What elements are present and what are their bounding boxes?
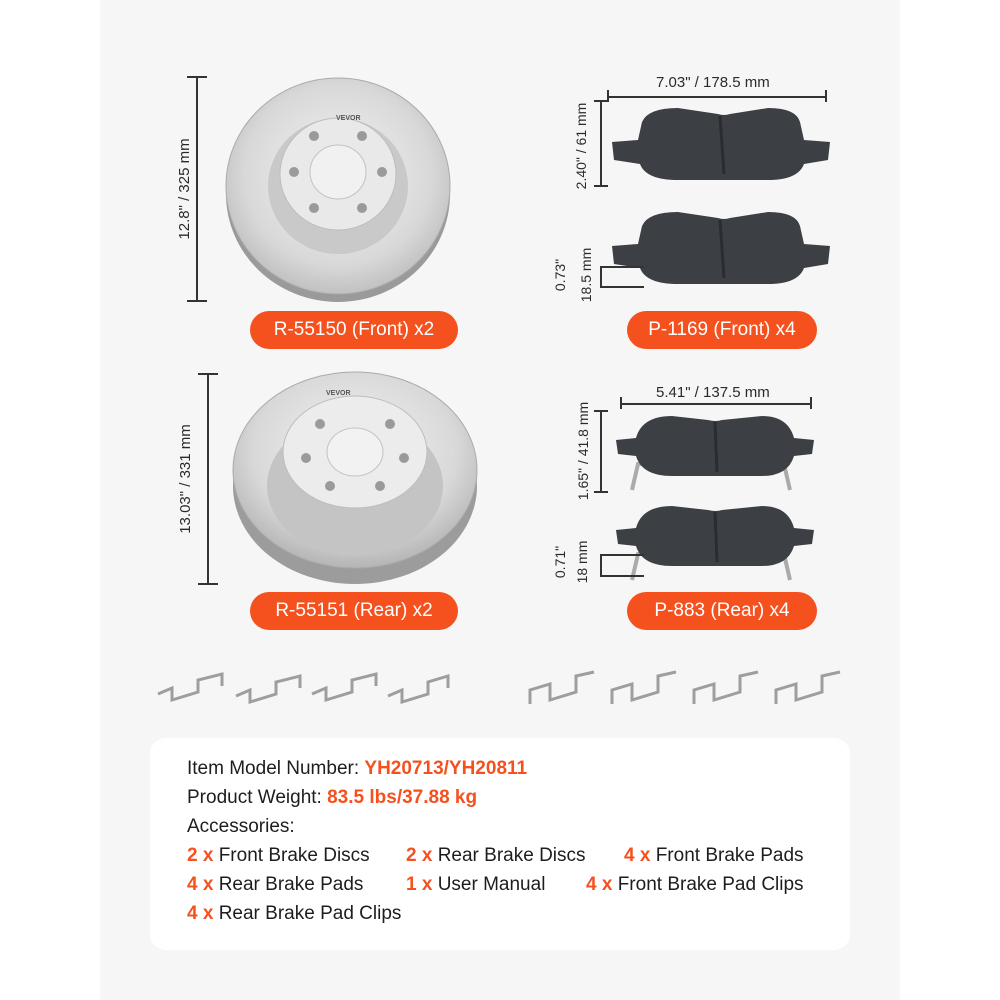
rear-pad-thickness-mm: 18 mm (574, 540, 590, 584)
model-number-row (187, 758, 527, 780)
front-pad-height-line (600, 100, 602, 186)
front-pad-height-text: 2.40" / 61 mm (573, 102, 589, 190)
weight-label: Product Weight: (187, 787, 322, 808)
front-disc-dimension-text: 12.8" / 325 mm (176, 138, 193, 240)
front-brake-disc-image (224, 74, 452, 304)
rear-pad-thickness-cap-top (600, 554, 644, 556)
rear-pad-label: P-883 (Rear) x4 (627, 592, 817, 630)
rear-brake-pad-image-bottom (612, 500, 818, 586)
accessory-name: Front Brake Discs (218, 845, 370, 866)
accessory-item (406, 845, 586, 867)
front-pad-thickness-mm: 18.5 mm (578, 247, 594, 303)
product-info-panel (150, 738, 850, 950)
front-brake-pad-clips (152, 664, 452, 718)
rear-brake-pad-clips (520, 664, 850, 718)
front-disc-dimension-line (196, 76, 198, 302)
rear-pad-thickness-line (600, 554, 602, 576)
front-pad-height-cap-bottom (594, 185, 608, 187)
accessory-item (624, 845, 804, 867)
front-brake-pad-image-top (608, 104, 834, 184)
accessory-qty: 2 x (406, 845, 433, 866)
rear-pad-width-cap-left (620, 397, 622, 409)
accessory-qty: 4 x (624, 845, 651, 866)
front-pad-width-line (608, 96, 826, 98)
rear-pad-height-text: 1.65" / 41.8 mm (575, 401, 591, 501)
accessory-item (187, 845, 370, 867)
front-disc-brand-logo: VEVOR (336, 115, 361, 122)
front-brake-pad-image-bottom (608, 208, 834, 288)
front-pad-width-cap-right (825, 90, 827, 102)
accessory-name: Rear Brake Discs (437, 845, 586, 866)
rear-pad-thickness-in: 0.71" (552, 545, 568, 579)
accessory-qty: 4 x (187, 874, 214, 895)
accessory-qty: 4 x (586, 874, 613, 895)
accessory-item (586, 874, 804, 896)
front-clips-icon (152, 664, 452, 718)
accessories-heading: Accessories: (187, 816, 295, 837)
accessory-item (187, 874, 363, 896)
front-pad-thickness-line (600, 266, 602, 288)
accessory-name: Front Brake Pads (655, 845, 804, 866)
front-pad-width-text: 7.03" / 178.5 mm (656, 74, 770, 91)
rear-pad-width-line (621, 403, 811, 405)
rear-disc-dim-cap-top (198, 373, 218, 375)
rear-disc-dimension-line (207, 373, 209, 585)
accessory-item (406, 874, 545, 896)
accessory-name: User Manual (437, 874, 546, 895)
rear-disc-dim-cap-bottom (198, 583, 218, 585)
front-pad-label: P-1169 (Front) x4 (627, 311, 817, 349)
weight-value: 83.5 lbs/37.88 kg (327, 787, 478, 808)
front-disc-dim-cap-bottom (187, 300, 207, 302)
rear-disc-dimension-text: 13.03" / 331 mm (177, 424, 194, 534)
model-number-value: YH20713/YH20811 (364, 758, 528, 779)
accessory-qty: 2 x (187, 845, 214, 866)
rear-pad-height-line (600, 410, 602, 492)
rear-disc-label: R-55151 (Rear) x2 (250, 592, 458, 630)
rear-pad-height-cap-top (594, 410, 608, 412)
rear-brake-disc-image (230, 366, 480, 588)
front-pad-height-cap-top (594, 100, 608, 102)
accessory-item (187, 903, 401, 925)
front-pad-thickness-cap-top (600, 266, 644, 268)
rear-pad-thickness-cap-bottom (600, 575, 644, 577)
front-pad-thickness-cap-bottom (600, 286, 644, 288)
accessory-name: Rear Brake Pads (218, 874, 364, 895)
rear-brake-pad-image-top (612, 410, 818, 496)
front-disc-label: R-55150 (Front) x2 (250, 311, 458, 349)
accessory-name: Front Brake Pad Clips (617, 874, 804, 895)
model-number-label: Item Model Number: (187, 758, 360, 779)
rear-disc-brand-logo: VEVOR (326, 390, 351, 397)
rear-pad-width-cap-right (810, 397, 812, 409)
front-pad-thickness-in: 0.73" (552, 258, 568, 292)
rear-pad-height-cap-bottom (594, 491, 608, 493)
front-disc-dim-cap-top (187, 76, 207, 78)
weight-row (187, 787, 477, 809)
accessory-qty: 1 x (406, 874, 433, 895)
accessory-name: Rear Brake Pad Clips (218, 903, 402, 924)
rear-clips-icon (520, 664, 850, 718)
accessory-qty: 4 x (187, 903, 214, 924)
rear-pad-width-text: 5.41" / 137.5 mm (656, 384, 770, 401)
